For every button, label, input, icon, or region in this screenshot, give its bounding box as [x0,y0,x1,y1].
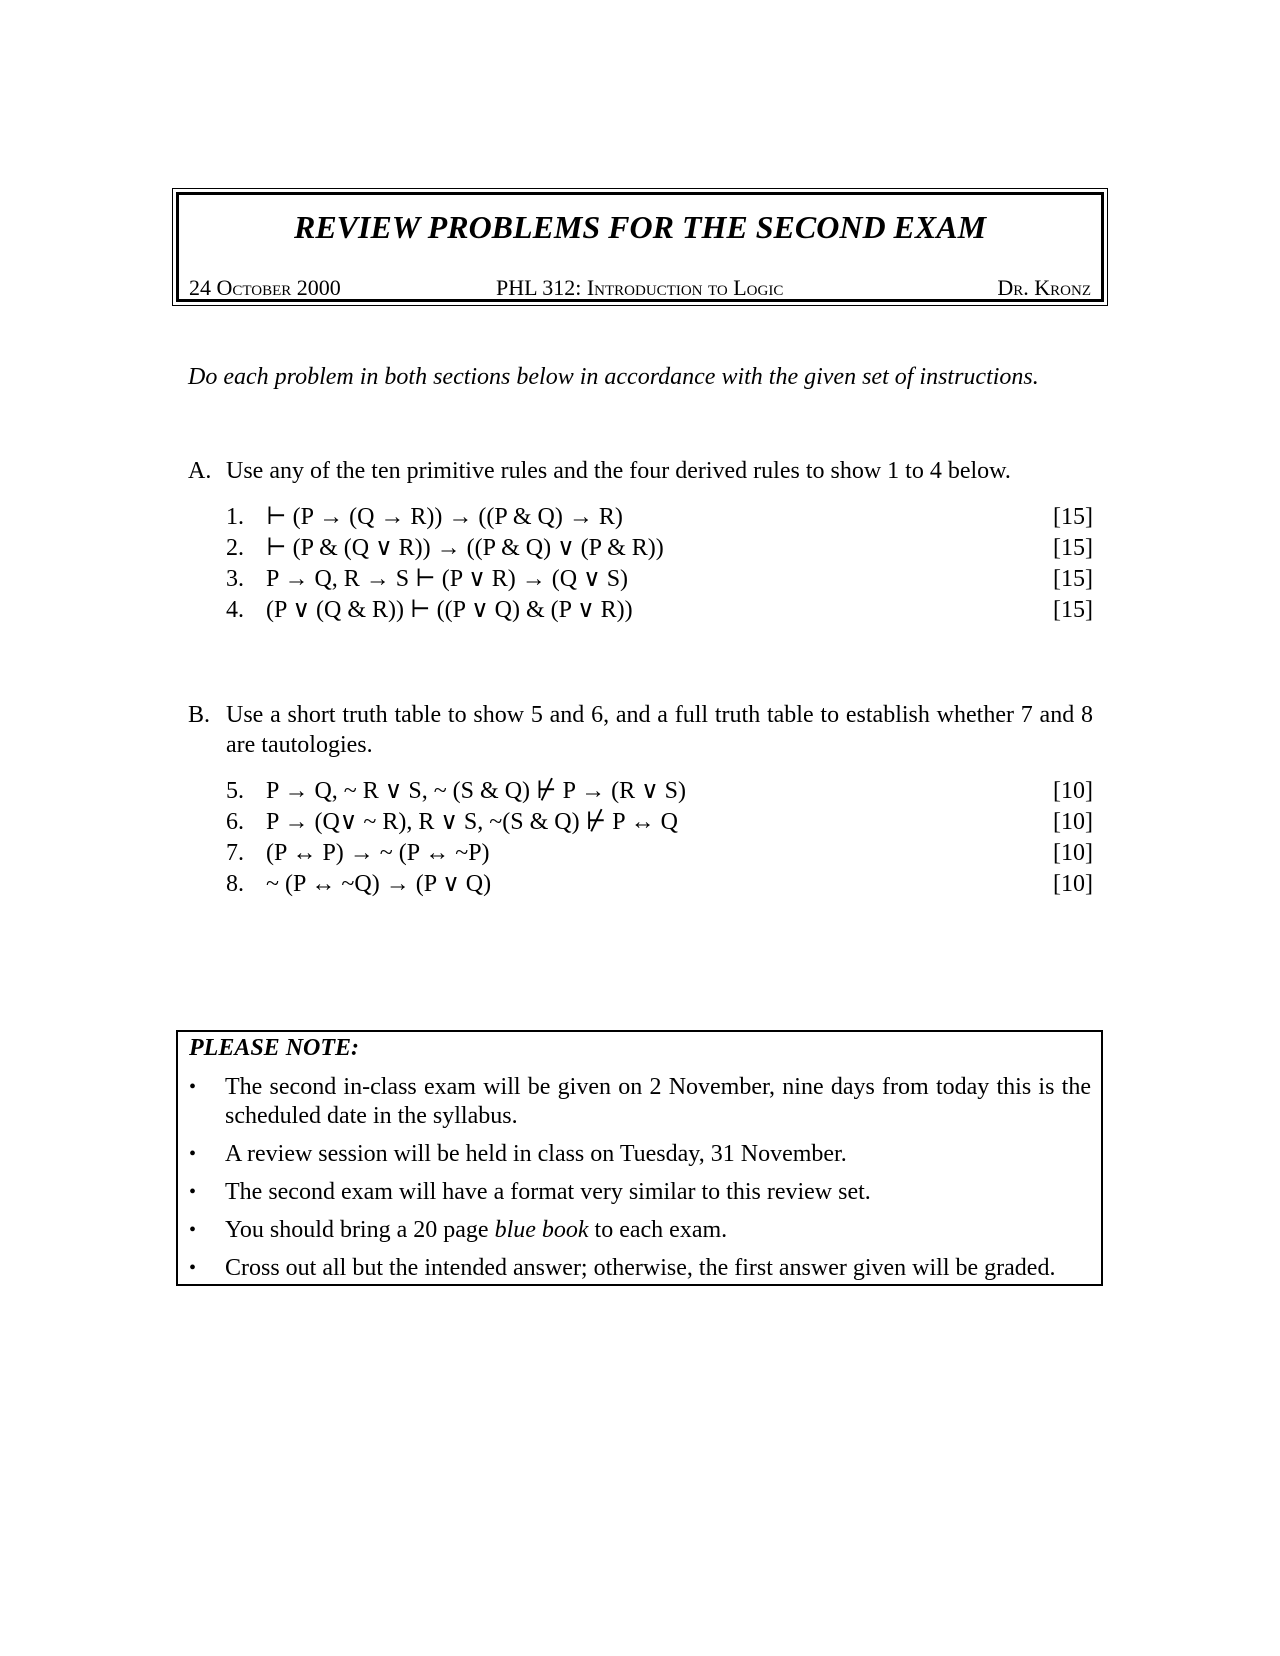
section-b-letter: B. [188,702,211,728]
header-course: PHL 312: Introduction to Logic [496,275,784,300]
problem-row [188,533,1093,564]
problem-points: [10] [1053,809,1093,835]
note-item-text: You should bring a 20 page [225,1217,489,1243]
problem-row [188,595,1093,626]
section-b-instructions: Use a short truth table to show 5 and 6, and a full truth table to establish whether 7 and 8 are tautologies. [226,702,1093,758]
note-item-emphasis: blue book [494,1217,589,1243]
header-box [172,188,1108,306]
problem-row [188,776,1093,807]
header-inner-frame [176,192,1104,302]
problem-formula: (P ∨ (Q & R)) ⊢ ((P ∨ Q) & (P ∨ R)) [266,597,633,623]
header-date: 24 October 2000 [189,275,341,300]
general-instructions: Do each problem in both sections below in accordance with the given set of instructions. [188,364,1039,390]
bullet-icon: • [189,1143,197,1165]
problem-points: [15] [1053,566,1093,592]
problem-number: 2. [226,535,244,561]
problem-formula: ⊢ (P & (Q ∨ R)) → ((P & Q) ∨ (P & R)) [266,535,664,561]
problem-row [188,807,1093,838]
bullet-icon: • [189,1257,197,1279]
problem-row [188,838,1093,869]
note-item-text: The second exam will have a format very similar to this review set. [225,1179,871,1205]
bullet-icon: • [189,1076,197,1098]
problem-points: [10] [1053,778,1093,804]
problem-points: [15] [1053,597,1093,623]
section-a-instructions: Use any of the ten primitive rules and the four derived rules to show 1 to 4 below. [226,458,1011,484]
problem-points: [10] [1053,840,1093,866]
please-note-box [176,1030,1103,1286]
problem-number: 1. [226,504,244,530]
problem-points: [15] [1053,504,1093,530]
problem-points: [10] [1053,871,1093,897]
problem-points: [15] [1053,535,1093,561]
problem-formula: ~ (P ↔ ~Q) → (P ∨ Q) [266,871,492,897]
section-b [188,700,1093,900]
problem-row [188,564,1093,595]
note-list [178,1073,1101,1292]
problem-number: 5. [226,778,244,804]
note-item [178,1178,1101,1207]
problem-formula: (P ↔ P) → ~ (P ↔ ~P) [266,840,490,866]
problem-number: 4. [226,597,244,623]
note-item-text: A review session will be held in class on Tuesday, 31 November. [225,1141,847,1167]
note-item [178,1140,1101,1169]
problem-number: 7. [226,840,244,866]
problem-number: 6. [226,809,244,835]
problem-number: 8. [226,871,244,897]
section-a-heading [188,456,1093,486]
problem-formula: ⊢ (P → (Q → R)) → ((P & Q) → R) [266,504,623,530]
section-b-problem-list [188,776,1093,900]
note-item [178,1216,1101,1245]
problem-row [188,502,1093,533]
bullet-icon: • [189,1219,197,1241]
header-professor: Dr. Kronz [997,275,1091,300]
problem-formula: P → (Q∨ ~ R), R ∨ S, ~(S & Q) ⊬ P ↔ Q [266,809,678,835]
section-b-heading [188,700,1093,760]
note-item [178,1254,1101,1283]
problem-formula: P → Q, ~ R ∨ S, ~ (S & Q) ⊬ P → (R ∨ S) [266,778,687,804]
bullet-icon: • [189,1181,197,1203]
document-title: REVIEW PROBLEMS FOR THE SECOND EXAM [293,209,987,245]
section-a [188,456,1093,626]
section-a-problem-list [188,502,1093,626]
section-a-letter: A. [188,458,212,484]
note-item-text-tail: to each exam. [594,1217,728,1243]
problem-row [188,869,1093,900]
note-item [178,1073,1101,1131]
note-item-text: The second in-class exam will be given on 2 November, nine days from today this is the scheduled date in the syllabus. [225,1074,1091,1129]
problem-number: 3. [226,566,244,592]
note-item-text: Cross out all but the intended answer; otherwise, the first answer given will be graded. [225,1255,1056,1281]
problem-formula: P → Q, R → S ⊢ (P ∨ R) → (Q ∨ S) [266,566,629,592]
note-title: PLEASE NOTE: [189,1035,360,1061]
